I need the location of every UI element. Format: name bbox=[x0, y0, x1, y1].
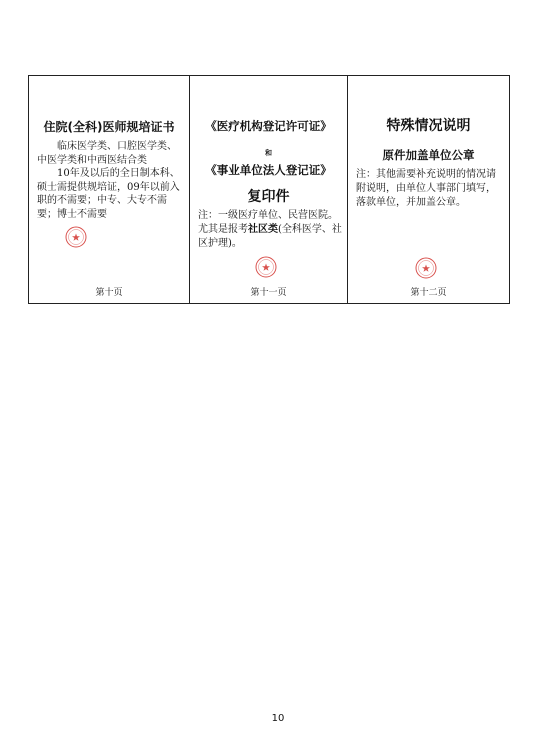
table-cell-institution-license bbox=[189, 76, 347, 303]
cell-text-line: 10年及以后的全日制本科、硕士需提供规培证，09年以前入职的不需要；中专、大专不需要；博士不需要 bbox=[37, 168, 180, 220]
official-seal-stamp bbox=[65, 226, 87, 248]
official-seal-stamp bbox=[255, 256, 277, 278]
page-label: 第十页 bbox=[95, 288, 123, 298]
note-text: (全科医学、社区护理)。 bbox=[198, 224, 342, 249]
table-cell-residency-certificate bbox=[29, 76, 189, 303]
cell-subtitle: 原件加盖单位公章 bbox=[382, 148, 475, 162]
note-emphasis: 社区类 bbox=[248, 224, 278, 235]
cell-title-secondary: 《事业单位法人登记证》 bbox=[205, 163, 332, 177]
page-number: 10 bbox=[271, 713, 285, 724]
requirements-table bbox=[28, 75, 510, 304]
page-label: 第十一页 bbox=[250, 288, 287, 298]
cell-text-line: 临床医学类、口腔医学类、中医学类和中西医结合类 bbox=[37, 141, 177, 166]
table-cell-special-circumstances bbox=[347, 76, 509, 303]
official-seal-stamp bbox=[415, 257, 437, 279]
note-text: 注：一级医疗单位、民营医院。尤其是报考 bbox=[198, 210, 338, 235]
cell-subtitle: 复印件 bbox=[247, 189, 290, 205]
cell-note: 注：其他需要补充说明的情况请附说明，由单位人事部门填写，落款单位，并加盖公章。 bbox=[356, 169, 496, 208]
cell-note bbox=[198, 209, 343, 251]
cell-connector: 和 bbox=[265, 149, 272, 157]
cell-title: 《医疗机构登记许可证》 bbox=[205, 119, 332, 133]
cell-title: 特殊情况说明 bbox=[386, 118, 471, 134]
cell-title: 住院(全科)医师规培证书 bbox=[43, 120, 175, 134]
page-label: 第十二页 bbox=[410, 288, 447, 298]
cell-body bbox=[37, 140, 183, 221]
